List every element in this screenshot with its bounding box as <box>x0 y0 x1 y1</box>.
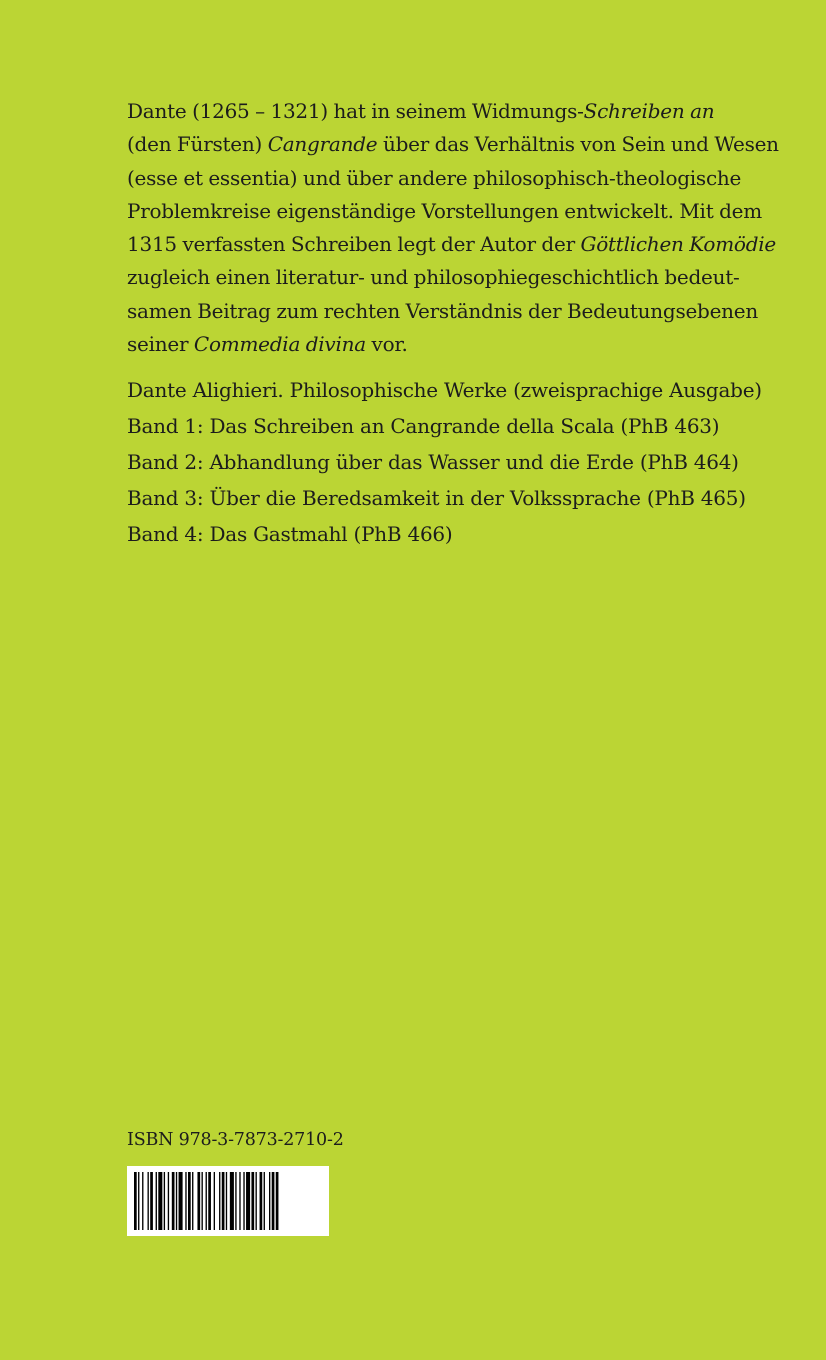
barcode-bar <box>219 1172 220 1230</box>
blurb-line <box>127 295 767 328</box>
barcode-bar <box>197 1172 200 1230</box>
blurb-text-run: zugleich einen literatur- und philosophiegeschichtlich bedeut- <box>127 265 740 290</box>
barcode-bar <box>179 1172 183 1230</box>
volume-item-4: Band 4: Das Gastmahl (PhB 466) <box>127 522 453 547</box>
barcode-bar <box>138 1172 139 1230</box>
blurb-italic-run: Göttlichen Komödie <box>580 232 777 257</box>
barcode-bar <box>251 1172 254 1230</box>
barcode <box>127 1166 329 1236</box>
barcode-bar <box>260 1172 263 1230</box>
barcode-bar <box>230 1172 234 1230</box>
barcode-bar <box>206 1172 207 1230</box>
barcode-bar <box>192 1172 193 1230</box>
blurb-text-run: samen Beitrag zum rechten Verständnis der Bedeutungsebenen <box>127 298 759 323</box>
blurb-text-run: seiner <box>127 332 194 357</box>
blurb-line <box>127 228 777 261</box>
barcode-bar <box>150 1172 153 1230</box>
barcode-bar <box>208 1172 211 1230</box>
blurb-italic-run: Cangrande <box>267 132 378 157</box>
blurb-line <box>127 195 767 228</box>
blurb-text-run: vor. <box>365 332 408 357</box>
barcode-bar <box>172 1172 175 1230</box>
barcode-bar <box>188 1172 191 1230</box>
blurb-text-run: Dante (1265 – 1321) hat in seinem Widmungs- <box>127 99 584 123</box>
blurb-line <box>127 261 767 294</box>
series-title: Dante Alighieri. Philosophische Werke (zweisprachige Ausgabe) <box>127 378 762 403</box>
barcode-bar <box>272 1172 275 1230</box>
barcode-bar <box>246 1172 250 1230</box>
barcode-bar <box>264 1172 265 1230</box>
barcode-bar <box>235 1172 236 1230</box>
volume-item-3: Band 3: Über die Beredsamkeit in der Volkssprache (PhB 465) <box>127 486 746 511</box>
series-list <box>127 372 767 552</box>
blurb-line <box>127 328 767 361</box>
barcode-bars <box>134 1172 322 1230</box>
isbn-text: ISBN 978-3-7873-2710-2 <box>127 1130 344 1150</box>
barcode-bar <box>269 1172 270 1230</box>
blurb-line <box>127 95 767 128</box>
barcode-bar <box>176 1172 177 1230</box>
barcode-bar <box>256 1172 257 1230</box>
barcode-bar <box>134 1172 137 1230</box>
barcode-bar <box>226 1172 227 1230</box>
blurb-text-run: (den Fürsten) <box>127 132 268 157</box>
barcode-bar <box>148 1172 149 1230</box>
blurb-italic-run: Commedia divina <box>193 332 366 357</box>
blurb-text-run: über das Verhältnis von Sein und Wesen <box>377 132 779 157</box>
barcode-bar <box>239 1172 240 1230</box>
barcode-bar <box>214 1172 215 1230</box>
blurb-text-run: (esse et essentia) und über andere philosophisch-theologische <box>127 165 742 190</box>
barcode-bar <box>164 1172 165 1230</box>
blurb-italic-run: Schreiben an <box>583 99 715 123</box>
barcode-bar <box>142 1172 143 1230</box>
barcode-bar <box>185 1172 186 1230</box>
blurb-line <box>127 162 767 195</box>
barcode-bar <box>276 1172 279 1230</box>
blurb-line <box>127 128 779 161</box>
blurb-text-run: 1315 verfassten Schreiben legt der Autor der <box>127 232 581 257</box>
barcode-bar <box>168 1172 169 1230</box>
volume-item-2: Band 2: Abhandlung über das Wasser und die Erde (PhB 464) <box>127 450 739 475</box>
barcode-bar <box>156 1172 157 1230</box>
blurb-text-run: Problemkreise eigenständige Vorstellungen entwickelt. Mit dem <box>127 198 762 223</box>
volume-item-1: Band 1: Das Schreiben an Cangrande della Scala (PhB 463) <box>127 414 720 439</box>
barcode-bar <box>243 1172 244 1230</box>
barcode-bar <box>158 1172 162 1230</box>
barcode-bar <box>202 1172 203 1230</box>
barcode-bar <box>222 1172 225 1230</box>
back-cover-content <box>127 95 779 552</box>
blurb-paragraph <box>127 95 779 361</box>
